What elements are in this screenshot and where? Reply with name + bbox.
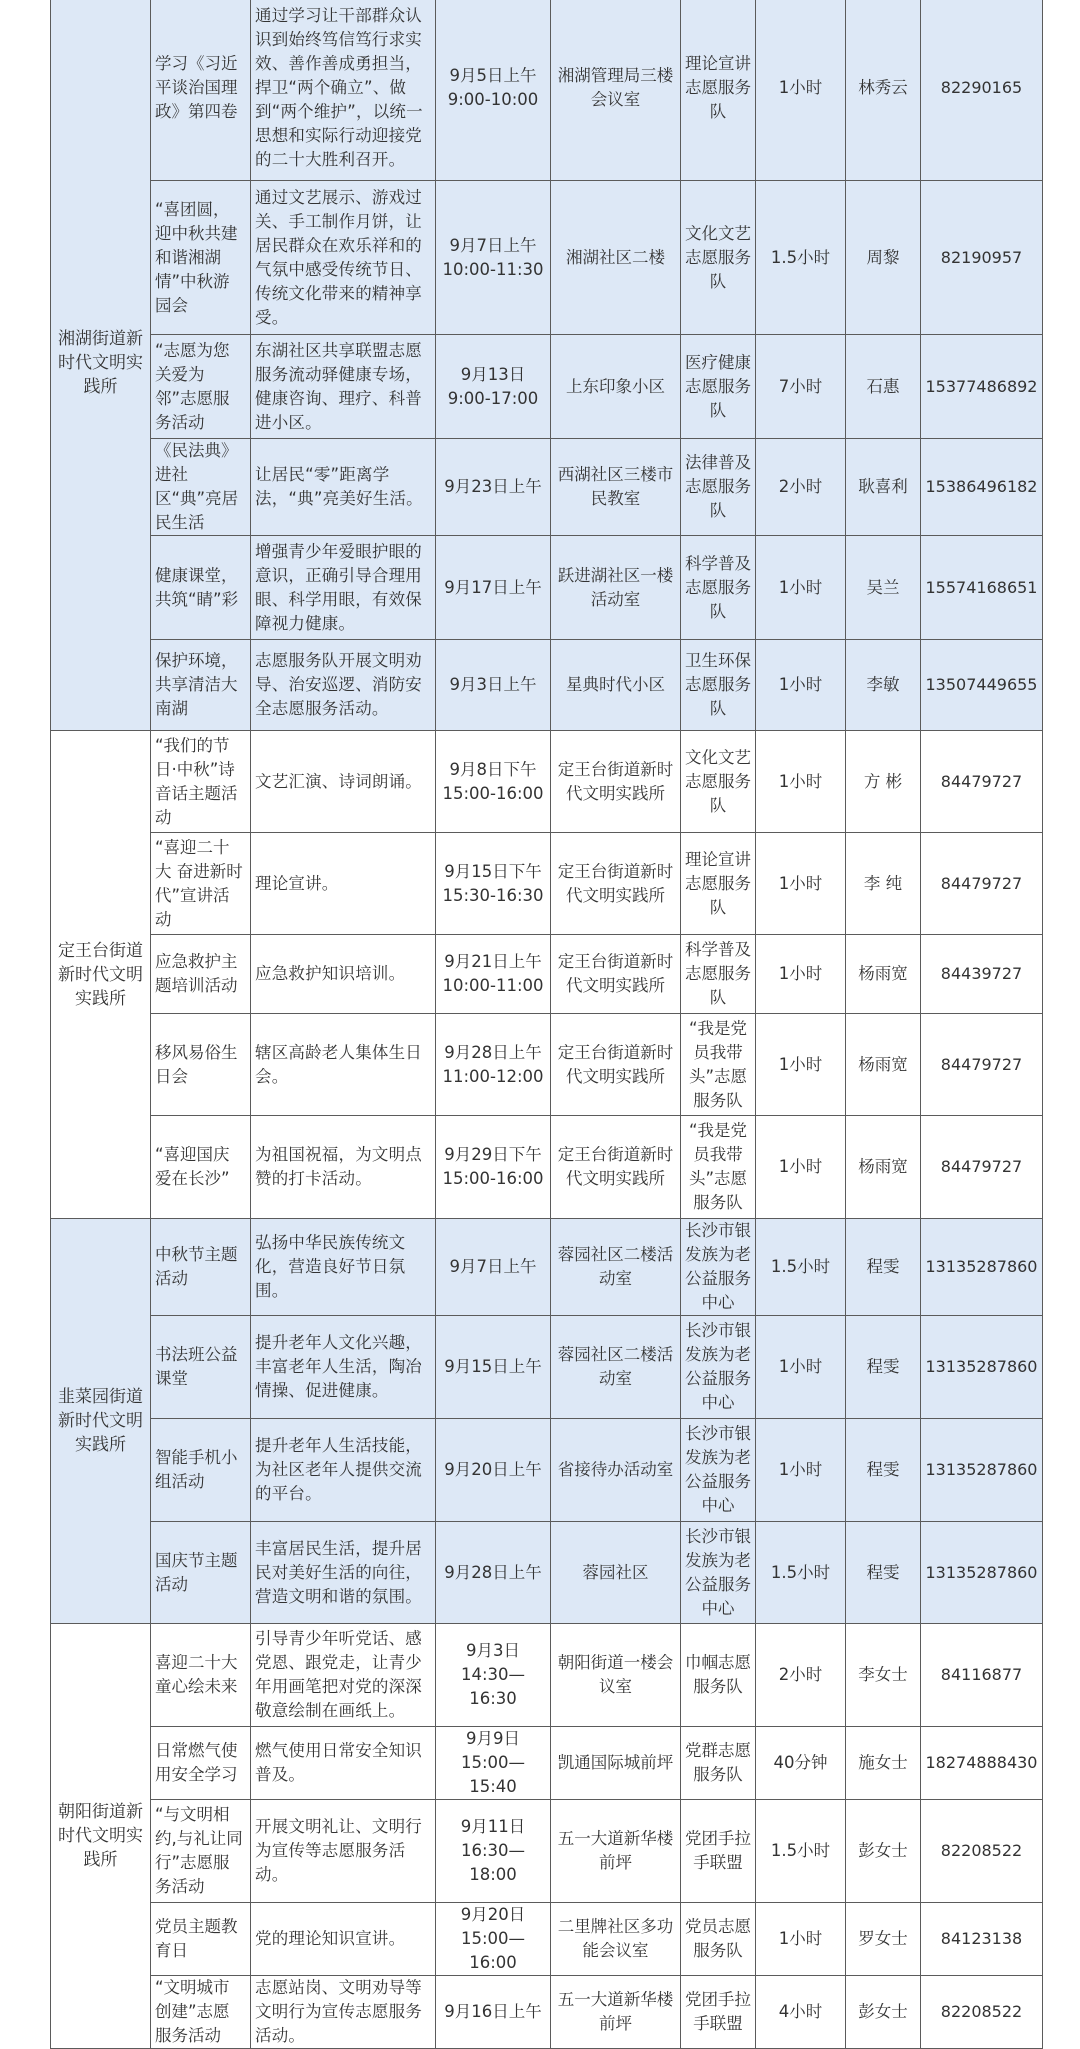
contact-person: 施女士: [846, 1727, 921, 1800]
contact-phone: 18274888430: [921, 1727, 1043, 1800]
service-team: 党团手拉手联盟: [681, 1800, 756, 1903]
activity-description: 提升老年人文化兴趣，丰富老年人生活，陶冶情操、促进健康。: [251, 1316, 436, 1419]
activity-time: 9月11日 16:30—18:00: [436, 1800, 551, 1903]
contact-person: 方 彬: [846, 731, 921, 833]
table-body: [51, 0, 1043, 2049]
service-team: 法律普及志愿服务队: [681, 439, 756, 536]
table-row: [51, 1800, 1043, 1903]
activity-description: 燃气使用日常安全知识普及。: [251, 1727, 436, 1800]
table-row: [51, 1624, 1043, 1727]
activity-place: 定王台街道新时代文明实践所: [551, 1116, 681, 1219]
contact-phone: 84479727: [921, 1116, 1043, 1219]
activity-place: 定王台街道新时代文明实践所: [551, 1014, 681, 1116]
activity-duration: 40分钟: [756, 1727, 846, 1800]
activity-time: 9月21日上午 10:00-11:00: [436, 935, 551, 1014]
table-row: [51, 1976, 1043, 2049]
table-row: [51, 335, 1043, 439]
activity-place: 定王台街道新时代文明实践所: [551, 935, 681, 1014]
activity-description: 通过文艺展示、游戏过关、手工制作月饼，让居民群众在欢乐祥和的气氛中感受传统节日、传统文化带来的精神享受。: [251, 181, 436, 335]
activity-name: 喜迎二十大童心绘未来: [151, 1624, 251, 1727]
activity-place: 朝阳街道一楼会议室: [551, 1624, 681, 1727]
table-row: [51, 439, 1043, 536]
service-team: 医疗健康志愿服务队: [681, 335, 756, 439]
service-team: 科学普及志愿服务队: [681, 536, 756, 640]
activity-time: 9月15日上午: [436, 1316, 551, 1419]
activity-duration: 1小时: [756, 935, 846, 1014]
contact-phone: 82208522: [921, 1800, 1043, 1903]
activity-duration: 1小时: [756, 0, 846, 181]
activity-name: “志愿为您 关爱为邻”志愿服务活动: [151, 335, 251, 439]
activity-time: 9月7日上午 10:00-11:30: [436, 181, 551, 335]
activity-place: 西湖社区三楼市民教室: [551, 439, 681, 536]
activity-place: 蓉园社区二楼活动室: [551, 1219, 681, 1316]
activity-name: “文明城市创建”志愿服务活动: [151, 1976, 251, 2049]
activity-place: 定王台街道新时代文明实践所: [551, 833, 681, 935]
table-row: [51, 1316, 1043, 1419]
activity-time: 9月9日 15:00—15:40: [436, 1727, 551, 1800]
contact-person: 杨雨宽: [846, 1014, 921, 1116]
contact-person: 程雯: [846, 1522, 921, 1624]
activity-description: 通过学习让干部群众认识到始终笃信笃行求实效、善作善成勇担当，捍卫“两个确立”、做到“两个维护”，以统一思想和实际行动迎接党的二十大胜利召开。: [251, 0, 436, 181]
contact-phone: 84439727: [921, 935, 1043, 1014]
activity-name: 党员主题教育日: [151, 1903, 251, 1976]
activity-place: 湘湖社区二楼: [551, 181, 681, 335]
activity-time: 9月28日上午: [436, 1522, 551, 1624]
activity-description: 文艺汇演、诗词朗诵。: [251, 731, 436, 833]
contact-phone: 84116877: [921, 1624, 1043, 1727]
service-team: 长沙市银发族为老公益服务中心: [681, 1316, 756, 1419]
contact-person: 程雯: [846, 1219, 921, 1316]
contact-phone: 82208522: [921, 1976, 1043, 2049]
activity-description: 引导青少年听党话、感党恩、跟党走，让青少年用画笔把对党的深深敬意绘制在画纸上。: [251, 1624, 436, 1727]
contact-person: 吴兰: [846, 536, 921, 640]
activity-time: 9月3日 14:30—16:30: [436, 1624, 551, 1727]
activity-name: 书法班公益课堂: [151, 1316, 251, 1419]
contact-phone: 84479727: [921, 731, 1043, 833]
activity-name: “喜迎国庆 爱在长沙”: [151, 1116, 251, 1219]
contact-person: 石惠: [846, 335, 921, 439]
activity-duration: 1小时: [756, 640, 846, 731]
activity-description: 志愿服务队开展文明劝导、治安巡逻、消防安全志愿服务活动。: [251, 640, 436, 731]
activity-name: “喜团圆，迎中秋共建和谐湘湖情”中秋游园会: [151, 181, 251, 335]
service-team: 党群志愿服务队: [681, 1727, 756, 1800]
activity-place: 五一大道新华楼前坪: [551, 1800, 681, 1903]
contact-phone: 82190957: [921, 181, 1043, 335]
activity-duration: 1.5小时: [756, 1522, 846, 1624]
activity-duration: 1.5小时: [756, 1800, 846, 1903]
table-row: [51, 181, 1043, 335]
activity-description: 开展文明礼让、文明行为宣传等志愿服务活动。: [251, 1800, 436, 1903]
contact-person: 李 纯: [846, 833, 921, 935]
activity-place: 蓉园社区二楼活动室: [551, 1316, 681, 1419]
table-row: [51, 1727, 1043, 1800]
activity-duration: 4小时: [756, 1976, 846, 2049]
service-team: 卫生环保志愿服务队: [681, 640, 756, 731]
activity-duration: 2小时: [756, 1624, 846, 1727]
activity-duration: 1小时: [756, 1116, 846, 1219]
activity-name: 健康课堂，共筑“睛”彩: [151, 536, 251, 640]
table-row: [51, 935, 1043, 1014]
activity-time: 9月7日上午: [436, 1219, 551, 1316]
contact-person: 彭女士: [846, 1976, 921, 2049]
table-row: [51, 536, 1043, 640]
service-team: 长沙市银发族为老公益服务中心: [681, 1219, 756, 1316]
activity-name: “喜迎二十大 奋进新时代”宣讲活动: [151, 833, 251, 935]
activity-description: 让居民“零”距离学法，“典”亮美好生活。: [251, 439, 436, 536]
service-team: 巾帼志愿服务队: [681, 1624, 756, 1727]
contact-phone: 84123138: [921, 1903, 1043, 1976]
activity-description: 辖区高龄老人集体生日会。: [251, 1014, 436, 1116]
activity-description: 应急救护知识培训。: [251, 935, 436, 1014]
activity-place: 蓉园社区: [551, 1522, 681, 1624]
service-team: 长沙市银发族为老公益服务中心: [681, 1522, 756, 1624]
activity-place: 星典时代小区: [551, 640, 681, 731]
activity-duration: 1小时: [756, 833, 846, 935]
activity-time: 9月15日下午 15:30-16:30: [436, 833, 551, 935]
activity-duration: 1小时: [756, 536, 846, 640]
activity-name: 日常燃气使用安全学习: [151, 1727, 251, 1800]
activity-time: 9月16日上午: [436, 1976, 551, 2049]
activity-description: 东湖社区共享联盟志愿服务流动驿健康专场，健康咨询、理疗、科普进小区。: [251, 335, 436, 439]
activity-place: 跃进湖社区一楼活动室: [551, 536, 681, 640]
contact-person: 林秀云: [846, 0, 921, 181]
activity-duration: 1小时: [756, 1014, 846, 1116]
activity-duration: 1.5小时: [756, 1219, 846, 1316]
activity-name: 国庆节主题活动: [151, 1522, 251, 1624]
contact-phone: 84479727: [921, 833, 1043, 935]
activity-time: 9月3日上午: [436, 640, 551, 731]
activity-time: 9月20日 15:00—16:00: [436, 1903, 551, 1976]
activity-description: 丰富居民生活，提升居民对美好生活的向往，营造文明和谐的氛围。: [251, 1522, 436, 1624]
activity-time: 9月8日下午 15:00-16:00: [436, 731, 551, 833]
activity-duration: 1小时: [756, 1316, 846, 1419]
activity-description: 理论宣讲。: [251, 833, 436, 935]
contact-person: 杨雨宽: [846, 1116, 921, 1219]
service-team: 理论宣讲志愿服务队: [681, 833, 756, 935]
activity-description: 增强青少年爱眼护眼的意识，正确引导合理用眼、科学用眼，有效保障视力健康。: [251, 536, 436, 640]
table-row: [51, 833, 1043, 935]
contact-phone: 13135287860: [921, 1316, 1043, 1419]
contact-person: 罗女士: [846, 1903, 921, 1976]
organization-name: 定王台街道新时代文明实践所: [51, 731, 151, 1219]
activity-place: 凯通国际城前坪: [551, 1727, 681, 1800]
activity-place: 定王台街道新时代文明实践所: [551, 731, 681, 833]
activity-description: 志愿站岗、文明劝导等文明行为宣传志愿服务活动。: [251, 1976, 436, 2049]
contact-phone: 13135287860: [921, 1419, 1043, 1522]
activity-name: 学习《习近平谈治国理政》第四卷: [151, 0, 251, 181]
activity-name: 移风易俗生日会: [151, 1014, 251, 1116]
activity-duration: 1.5小时: [756, 181, 846, 335]
activity-time: 9月20日上午: [436, 1419, 551, 1522]
service-team: 科学普及志愿服务队: [681, 935, 756, 1014]
table-row: [51, 1116, 1043, 1219]
activity-name: 智能手机小组活动: [151, 1419, 251, 1522]
table-row: [51, 640, 1043, 731]
table-row: [51, 1014, 1043, 1116]
activity-name: 应急救护主题培训活动: [151, 935, 251, 1014]
activity-description: 党的理论知识宣讲。: [251, 1903, 436, 1976]
activity-duration: 1小时: [756, 1903, 846, 1976]
activity-name: 《民法典》进社区“典”亮居民生活: [151, 439, 251, 536]
activity-time: 9月29日下午 15:00-16:00: [436, 1116, 551, 1219]
contact-person: 彭女士: [846, 1800, 921, 1903]
activity-time: 9月13日 9:00-17:00: [436, 335, 551, 439]
activity-name: “我们的节日·中秋”诗音话主题活动: [151, 731, 251, 833]
contact-person: 程雯: [846, 1419, 921, 1522]
contact-person: 程雯: [846, 1316, 921, 1419]
activity-time: 9月5日上午 9:00-10:00: [436, 0, 551, 181]
organization-name: 朝阳街道新时代文明实践所: [51, 1624, 151, 2049]
service-team: “我是党员我带头”志愿服务队: [681, 1014, 756, 1116]
service-team: 文化文艺志愿服务队: [681, 731, 756, 833]
activity-place: 五一大道新华楼前坪: [551, 1976, 681, 2049]
activity-time: 9月23日上午: [436, 439, 551, 536]
activity-duration: 7小时: [756, 335, 846, 439]
activity-place: 二里牌社区多功能会议室: [551, 1903, 681, 1976]
activity-time: 9月17日上午: [436, 536, 551, 640]
table-row: [51, 1419, 1043, 1522]
contact-phone: 13135287860: [921, 1219, 1043, 1316]
service-team: 党员志愿服务队: [681, 1903, 756, 1976]
organization-name: 韭菜园街道新时代文明实践所: [51, 1219, 151, 1624]
table-row: [51, 0, 1043, 181]
table-row: [51, 1903, 1043, 1976]
contact-phone: 84479727: [921, 1014, 1043, 1116]
contact-phone: 15377486892: [921, 335, 1043, 439]
contact-person: 李女士: [846, 1624, 921, 1727]
contact-person: 李敏: [846, 640, 921, 731]
organization-name: 湘湖街道新时代文明实践所: [51, 0, 151, 731]
activity-description: 为祖国祝福，为文明点赞的打卡活动。: [251, 1116, 436, 1219]
activity-place: 省接待办活动室: [551, 1419, 681, 1522]
service-team: 文化文艺志愿服务队: [681, 181, 756, 335]
activity-table: [50, 0, 1043, 2049]
contact-phone: 82290165: [921, 0, 1043, 181]
contact-phone: 13135287860: [921, 1522, 1043, 1624]
contact-person: 耿喜利: [846, 439, 921, 536]
activity-description: 提升老年人生活技能，为社区老年人提供交流的平台。: [251, 1419, 436, 1522]
table-row: [51, 1522, 1043, 1624]
service-team: 长沙市银发族为老公益服务中心: [681, 1419, 756, 1522]
contact-person: 杨雨宽: [846, 935, 921, 1014]
service-team: 党团手拉手联盟: [681, 1976, 756, 2049]
activity-name: 中秋节主题活动: [151, 1219, 251, 1316]
contact-phone: 15386496182: [921, 439, 1043, 536]
activity-duration: 1小时: [756, 1419, 846, 1522]
service-team: 理论宣讲志愿服务队: [681, 0, 756, 181]
activity-description: 弘扬中华民族传统文化，营造良好节日氛围。: [251, 1219, 436, 1316]
contact-phone: 13507449655: [921, 640, 1043, 731]
activity-duration: 2小时: [756, 439, 846, 536]
activity-name: 保护环境，共享清洁大南湖: [151, 640, 251, 731]
activity-place: 上东印象小区: [551, 335, 681, 439]
service-team: “我是党员我带头”志愿服务队: [681, 1116, 756, 1219]
table-row: [51, 731, 1043, 833]
activity-duration: 1小时: [756, 731, 846, 833]
contact-person: 周黎: [846, 181, 921, 335]
activity-time: 9月28日上午 11:00-12:00: [436, 1014, 551, 1116]
table-row: [51, 1219, 1043, 1316]
activity-name: “与文明相约,与礼让同行”志愿服务活动: [151, 1800, 251, 1903]
contact-phone: 15574168651: [921, 536, 1043, 640]
activity-place: 湘湖管理局三楼会议室: [551, 0, 681, 181]
